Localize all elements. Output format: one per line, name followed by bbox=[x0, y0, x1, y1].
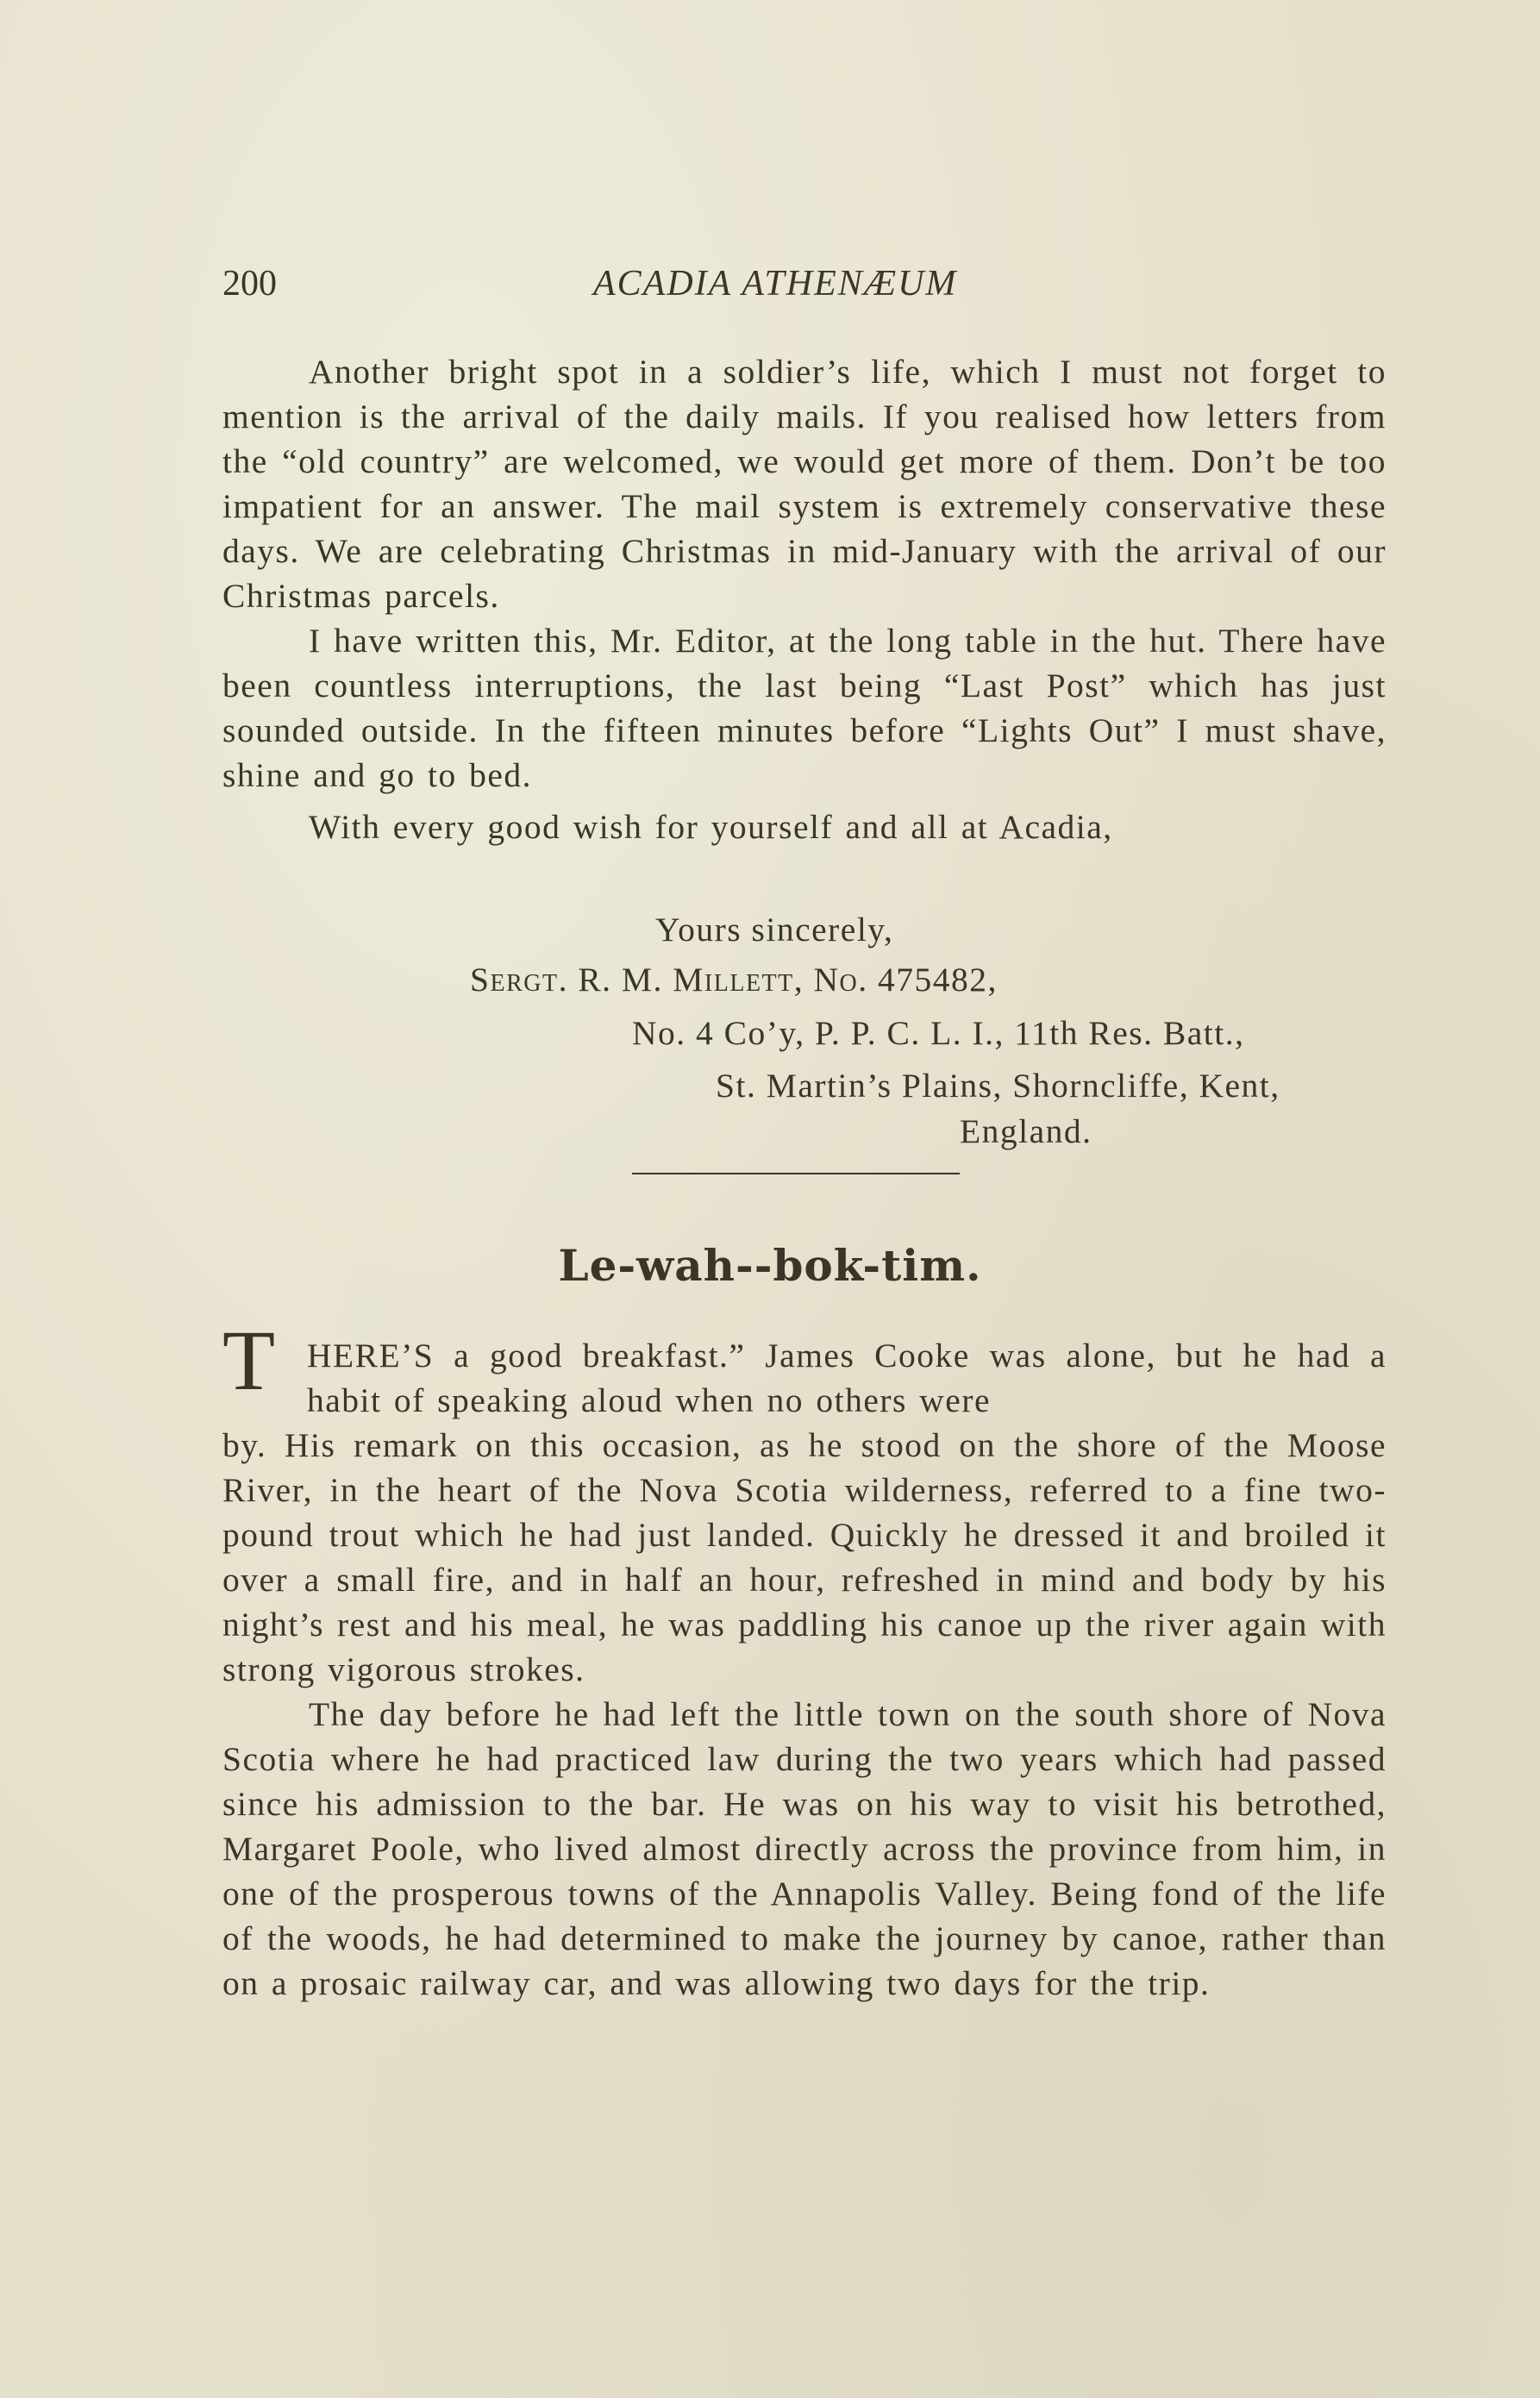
story-opening-text: HERE’S a good breakfast.” James Cooke was alone, but he had a habit of speaking aloud when no others were bbox=[307, 1337, 1387, 1419]
story-paragraph-2: The day before he had left the little town on the south shore of Nova Scotia where he had practiced law during the two years which had passed since his admission to the bar. He was on his way to visit his betrothed, Margaret Poole, who lived almost directly across the province from him, in one of the prosperous towns of the Annapolis Valley. Being fond of the life of the woods, he had determined to make the journey by canoe, rather than on a prosaic railway car, and was allowing two days for the trip. bbox=[222, 1695, 1387, 2002]
letter-paragraph-mails: Another bright spot in a soldier’s life, which I must not forget to mention is the arrival of the daily mails. If you realised how letters from the “old country” are welcomed, we would get more of them. Don’t be too impatient for an answer. The mail system is extremely conservative these days. We are celebrating Christmas in mid-January with the arrival of our Christmas parcels. bbox=[222, 353, 1387, 615]
signature: Sergt. R. M. Millett, No. 475482, bbox=[470, 961, 998, 999]
drop-cap: T bbox=[222, 1312, 276, 1408]
page-number: 200 bbox=[222, 264, 277, 304]
letter-paragraph-hut: I have written this, Mr. Editor, at the long table in the hut. There have been countless interruptions, the last being “Last Post” which has just sounded outside. In the fifteen minutes before “Lights Out” I must shave, shine and go to bed. bbox=[222, 622, 1387, 794]
address-line-2: St. Martin’s Plains, Shorncliffe, Kent, bbox=[716, 1067, 1280, 1105]
running-head bbox=[222, 263, 1387, 315]
story-title: Le-wah--bok-tim. bbox=[558, 1240, 982, 1291]
letter-body bbox=[222, 349, 1387, 849]
address-line-1: No. 4 Co’y, P. P. C. L. I., 11th Res. Batt., bbox=[632, 1014, 1245, 1052]
story-paragraph-1: by. His remark on this occasion, as he stood on the shore of the Moose River, in the heart of the Nova Scotia wilderness, referred to a fine two-pound trout which he had just landed. Quickly he dressed it and broiled it over a small fire, and in half an hour, refreshed in mind and body by his night’s rest and his meal, he was paddling his canoe up the river again with strong vigorous strokes. bbox=[222, 1426, 1387, 1688]
story-opening bbox=[307, 1333, 1387, 1423]
closing-salutation: Yours sincerely, bbox=[655, 911, 894, 949]
section-divider bbox=[632, 1173, 960, 1174]
address-line-3: England. bbox=[960, 1112, 1092, 1150]
letter-paragraph-wishes: With every good wish for yourself and all at Acadia, bbox=[309, 808, 1113, 846]
journal-title: ACADIA ATHENÆUM bbox=[593, 264, 958, 304]
story-body bbox=[222, 1423, 1387, 2006]
